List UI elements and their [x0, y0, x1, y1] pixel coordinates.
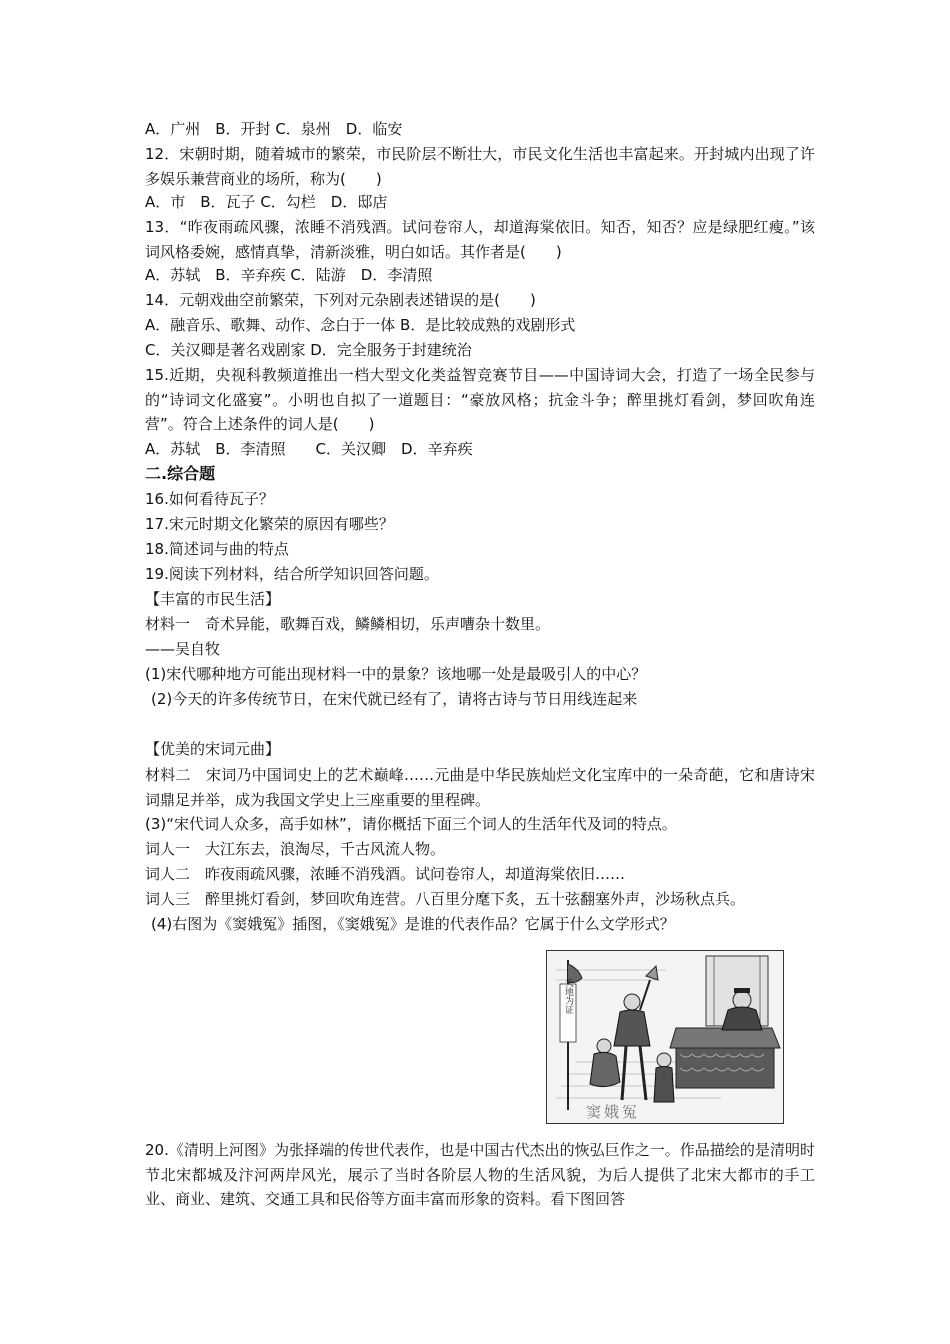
question-16: 16.如何看待瓦子？: [145, 490, 274, 508]
q14-options-cd: C．关汉卿是著名戏剧家 D．完全服务于封建统治: [145, 341, 472, 359]
q13-options: A．苏轼 B．辛弃疾 C．陆游 D．李清照: [145, 266, 433, 284]
poet-three: 词人三 醉里挑灯看剑，梦回吹角连营。八百里分麾下炙，五十弦翻塞外声，沙场秋点兵。: [145, 890, 746, 908]
q14-options-ab: A．融音乐、歌舞、动作、念白于一体 B．是比较成熟的戏剧形式: [145, 316, 576, 334]
dou-e-illustration: [546, 950, 784, 1124]
q11-options: A．广州 B．开封 C．泉州 D．临安: [145, 120, 403, 138]
sub-question-2: (2)今天的许多传统节日，在宋代就已经有了，请将古诗与节日用线连起来: [151, 690, 638, 708]
q15-options: A．苏轼 B．李清照 C．关汉卿 D．辛弃疾: [145, 440, 473, 458]
illustration-caption: 窦娥冤: [586, 1103, 641, 1121]
poet-two: 词人二 昨夜雨疏风骤，浓睡不消残酒。试问卷帘人，却道海棠依旧……: [145, 865, 626, 883]
sub-question-4: (4)右图为《窦娥冤》插图，《窦娥冤》是谁的代表作品？它属于什么文学形式？: [151, 915, 675, 933]
sub-question-1: (1)宋代哪种地方可能出现材料一中的景象？该地哪一处是最吸引人的中心？: [145, 665, 647, 683]
material-title-1: 【丰富的市民生活】: [145, 590, 281, 608]
poet-one: 词人一 大江东去，浪淘尽，千古风流人物。: [145, 840, 446, 858]
question-18: 18.简述词与曲的特点: [145, 540, 289, 558]
question-13: 13．“昨夜雨疏风骤，浓睡不消残酒。试问卷帘人，却道海棠依旧。知否，知否？应是绿肥红瘦。”该词风格委婉，感情真挚，清新淡雅，明白如话。其作者是( ): [145, 218, 815, 261]
question-12: 12．宋朝时期，随着城市的繁荣，市民阶层不断壮大，市民文化生活也丰富起来。开封城内出现了许多娱乐兼营商业的场所，称为( ): [145, 145, 815, 188]
section-heading: 二.综合题: [145, 464, 216, 483]
q12-options: A．市 B．瓦子 C．勾栏 D．邸店: [145, 193, 388, 211]
question-14: 14．元朝戏曲空前繁荣，下列对元杂剧表述错误的是( ): [145, 291, 536, 309]
question-17: 17.宋元时期文化繁荣的原因有哪些？: [145, 515, 394, 533]
question-20: 20.《清明上河图》为张择端的传世代表作，也是中国古代杰出的恢弘巨作之一。作品描绘的是清明时节北宋都城及汴河两岸风光，展示了当时各阶层人物的生活风貌，为后人提供了北宋大都市的手工业、商业、建筑、交通工具和民俗等方面丰富而形象的资料。看下图回答: [145, 1141, 815, 1208]
question-19: 19.阅读下列材料，结合所学知识回答问题。: [145, 565, 439, 583]
material-title-2: 【优美的宋词元曲】: [145, 740, 281, 758]
banner-text: 天地为证: [563, 978, 573, 1014]
material-one: 材料一 奇术异能，歌舞百戏，鳞鳞相切，乐声嘈杂十数里。: [145, 615, 551, 633]
material-two: 材料二 宋词乃中国词史上的艺术巅峰……元曲是中华民族灿烂文化宝库中的一朵奇葩，它和唐诗宋词鼎足并举，成为我国文学史上三座重要的里程碑。: [145, 766, 815, 809]
material-one-source: ——吴自牧: [145, 640, 221, 658]
question-15: 15.近期，央视科教频道推出一档大型文化类益智竞赛节目——中国诗词大会，打造了一场全民参与的“诗词文化盛宴”。小明也自拟了一道题目：“豪放风格；抗金斗争；醉里挑灯看剑，梦回吹角连营”。符合上述条件的词人是( ): [145, 366, 815, 433]
sub-question-3: (3)“宋代词人众多，高手如林”，请你概括下面三个词人的生活年代及词的特点。: [145, 815, 677, 833]
